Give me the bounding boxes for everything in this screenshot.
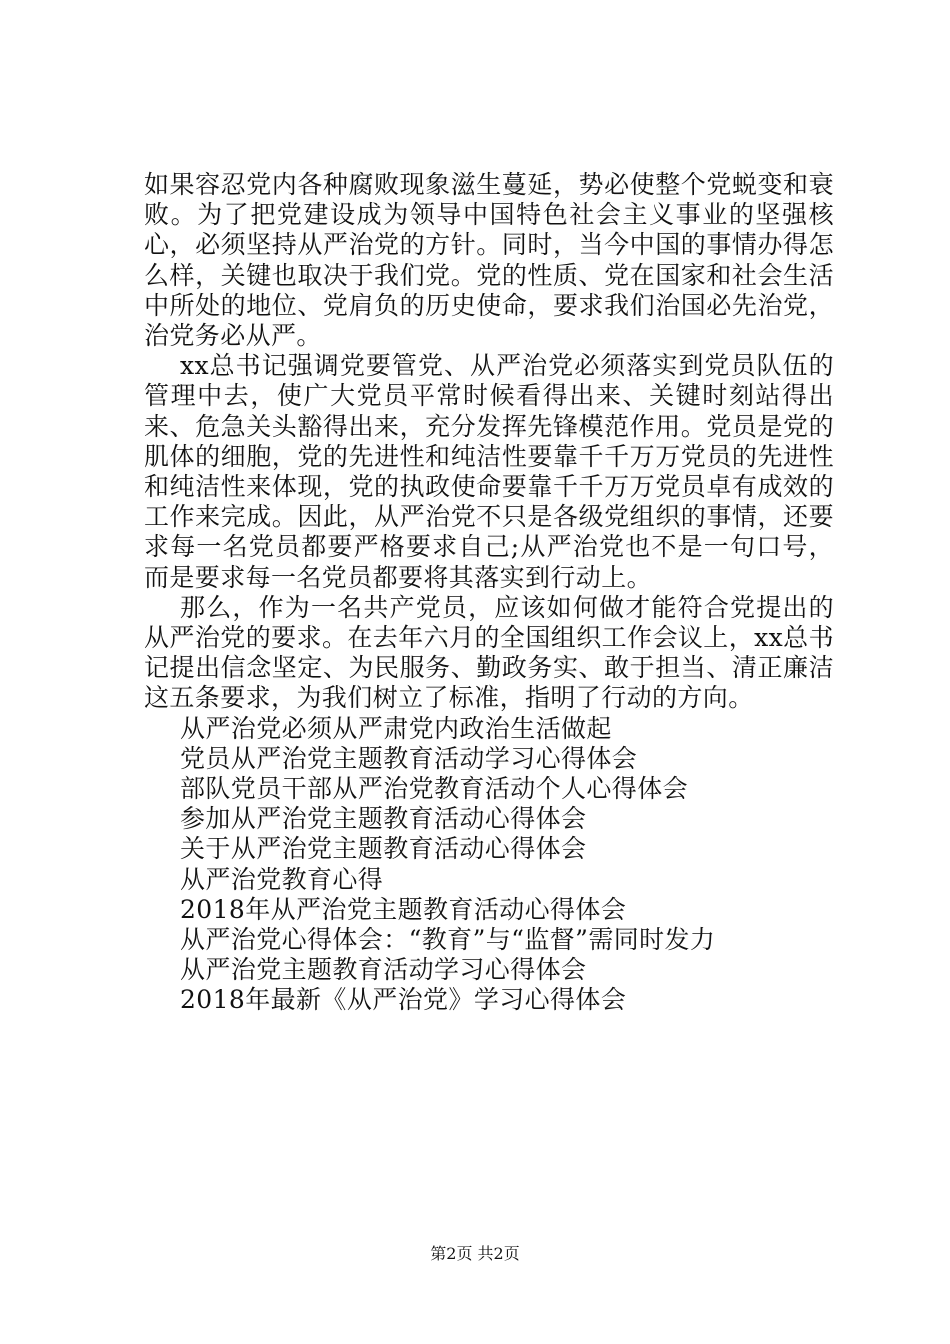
related-article-item[interactable]: 从严治党必须从严肃党内政治生活做起	[180, 713, 612, 743]
related-article-item[interactable]: 2018年最新《从严治党》学习心得体会	[180, 985, 627, 1015]
paragraph-3: 那么，作为一名共产党员，应该如何做才能符合党提出的从严治党的要求。在去年六月的全国组织工作会议上，xx总书记提出信念坚定、为民服务、勤政务实、敢于担当、清正廉洁这五条要求，为我们树立了标准，指明了行动的方向。	[144, 592, 834, 713]
related-article-item[interactable]: 关于从严治党主题教育活动心得体会	[180, 834, 587, 864]
related-article-item[interactable]: 党员从严治党主题教育活动学习心得体会	[180, 743, 638, 773]
related-article-item[interactable]: 从严治党主题教育活动学习心得体会	[180, 955, 587, 985]
document-body	[144, 170, 834, 1016]
related-articles-list	[144, 714, 834, 1016]
paragraph-1: 如果容忍党内各种腐败现象滋生蔓延，势必使整个党蜕变和衰败。为了把党建设成为领导中国特色社会主义事业的坚强核心，必须坚持从严治党的方针。同时，当今中国的事情办得怎么样，关键也取决于我们党。党的性质、党在国家和社会生活中所处的地位、党肩负的历史使命，要求我们治国必先治党，治党务必从严。	[144, 170, 834, 351]
related-article-item[interactable]: 2018年从严治党主题教育活动心得体会	[180, 894, 627, 924]
related-article-item[interactable]: 部队党员干部从严治党教育活动个人心得体会	[180, 774, 689, 804]
related-article-item[interactable]: 从严治党心得体会：“教育”与“监督”需同时发力	[180, 925, 716, 955]
page-footer: 第2页 共2页	[430, 1244, 520, 1263]
related-article-item[interactable]: 从严治党教育心得	[180, 864, 384, 894]
paragraph-2: xx总书记强调党要管党、从严治党必须落实到党员队伍的管理中去，使广大党员平常时候看得出来、关键时刻站得出来、危急关头豁得出来，充分发挥先锋模范作用。党员是党的肌体的细胞，党的先进性和纯洁性要靠千千万万党员的先进性和纯洁性来体现，党的执政使命要靠千千万万党员卓有成效的工作来完成。因此，从严治党不只是各级党组织的事情，还要求每一名党员都要严格要求自己;从严治党也不是一句口号，而是要求每一名党员都要将其落实到行动上。	[144, 351, 834, 592]
related-article-item[interactable]: 参加从严治党主题教育活动心得体会	[180, 804, 587, 834]
